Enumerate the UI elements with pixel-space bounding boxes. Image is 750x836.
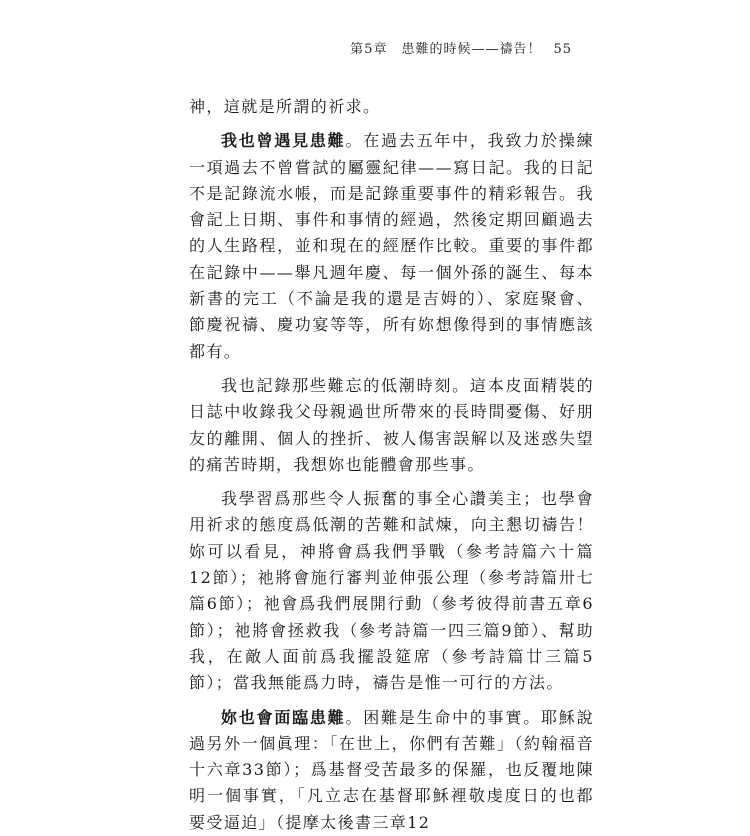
body-text: [189, 94, 594, 836]
paragraph: [189, 486, 594, 696]
paragraph: [189, 705, 594, 836]
paragraph-text: 我學習爲那些令人振奮的事全心讚美主；也學會用祈求的態度爲低潮的苦難和試煉，向主懇切禱告！妳可以看見，神將會爲我們爭戰（參考詩篇六十篇12節）；祂將會施行審判並伸張公理（參考詩篇卅七篇6節）；祂會爲我們展開行動（參考彼得前書五章6節）；祂將會拯救我（參考詩篇一四三篇9節）、幫助我，在敵人面前爲我擺設筵席（參考詩篇廿三篇5節）；當我無能爲力時，禱告是惟一可行的方法。: [189, 489, 594, 693]
paragraph-text: 我也記錄那些難忘的低潮時刻。這本皮面精裝的日誌中收錄我父母親過世所帶來的長時間憂傷、好朋友的離開、個人的挫折、被人傷害誤解以及迷惑失望的痛苦時期，我想妳也能體會那些事。: [189, 375, 594, 474]
paragraph: [189, 128, 594, 365]
paragraph-text: 神，這就是所謂的祈求。: [189, 97, 381, 116]
page-number: 55: [553, 42, 572, 57]
paragraph-lead-heading: 妳也會面臨患難: [221, 707, 346, 727]
paragraph-lead-heading: 我也曾遇見患難: [221, 131, 346, 151]
paragraph: [189, 94, 594, 120]
chapter-title: 第5章 患難的時候——禱告！: [350, 42, 542, 57]
paragraph-text: 。困難是生命中的事實。耶穌說過另外一個眞理：「在世上，你們有苦難」（約翰福音十六章33節）；爲基督受苦最多的保羅，也反覆地陳明一個事實，「凡立志在基督耶穌裡敬虔度日的也都要受逼迫」（提摩太後書三章12: [189, 707, 594, 832]
paragraph: [189, 373, 594, 478]
running-header: [350, 38, 572, 57]
paragraph-text: 。在過去五年中，我致力於操練一項過去不曾嘗試的屬靈紀律——寫日記。我的日記不是記錄流水帳，而是記錄重要事件的精彩報告。我會記上日期、事件和事情的經過，然後定期回顧過去的人生路程，並和現在的經歷作比較。重要的事件都在記錄中——舉凡週年慶、每一個外孫的誕生、每本新書的完工（不論是我的還是吉姆的）、家庭聚會、節慶祝禱、慶功宴等等，所有妳想像得到的事情應該都有。: [189, 131, 594, 361]
